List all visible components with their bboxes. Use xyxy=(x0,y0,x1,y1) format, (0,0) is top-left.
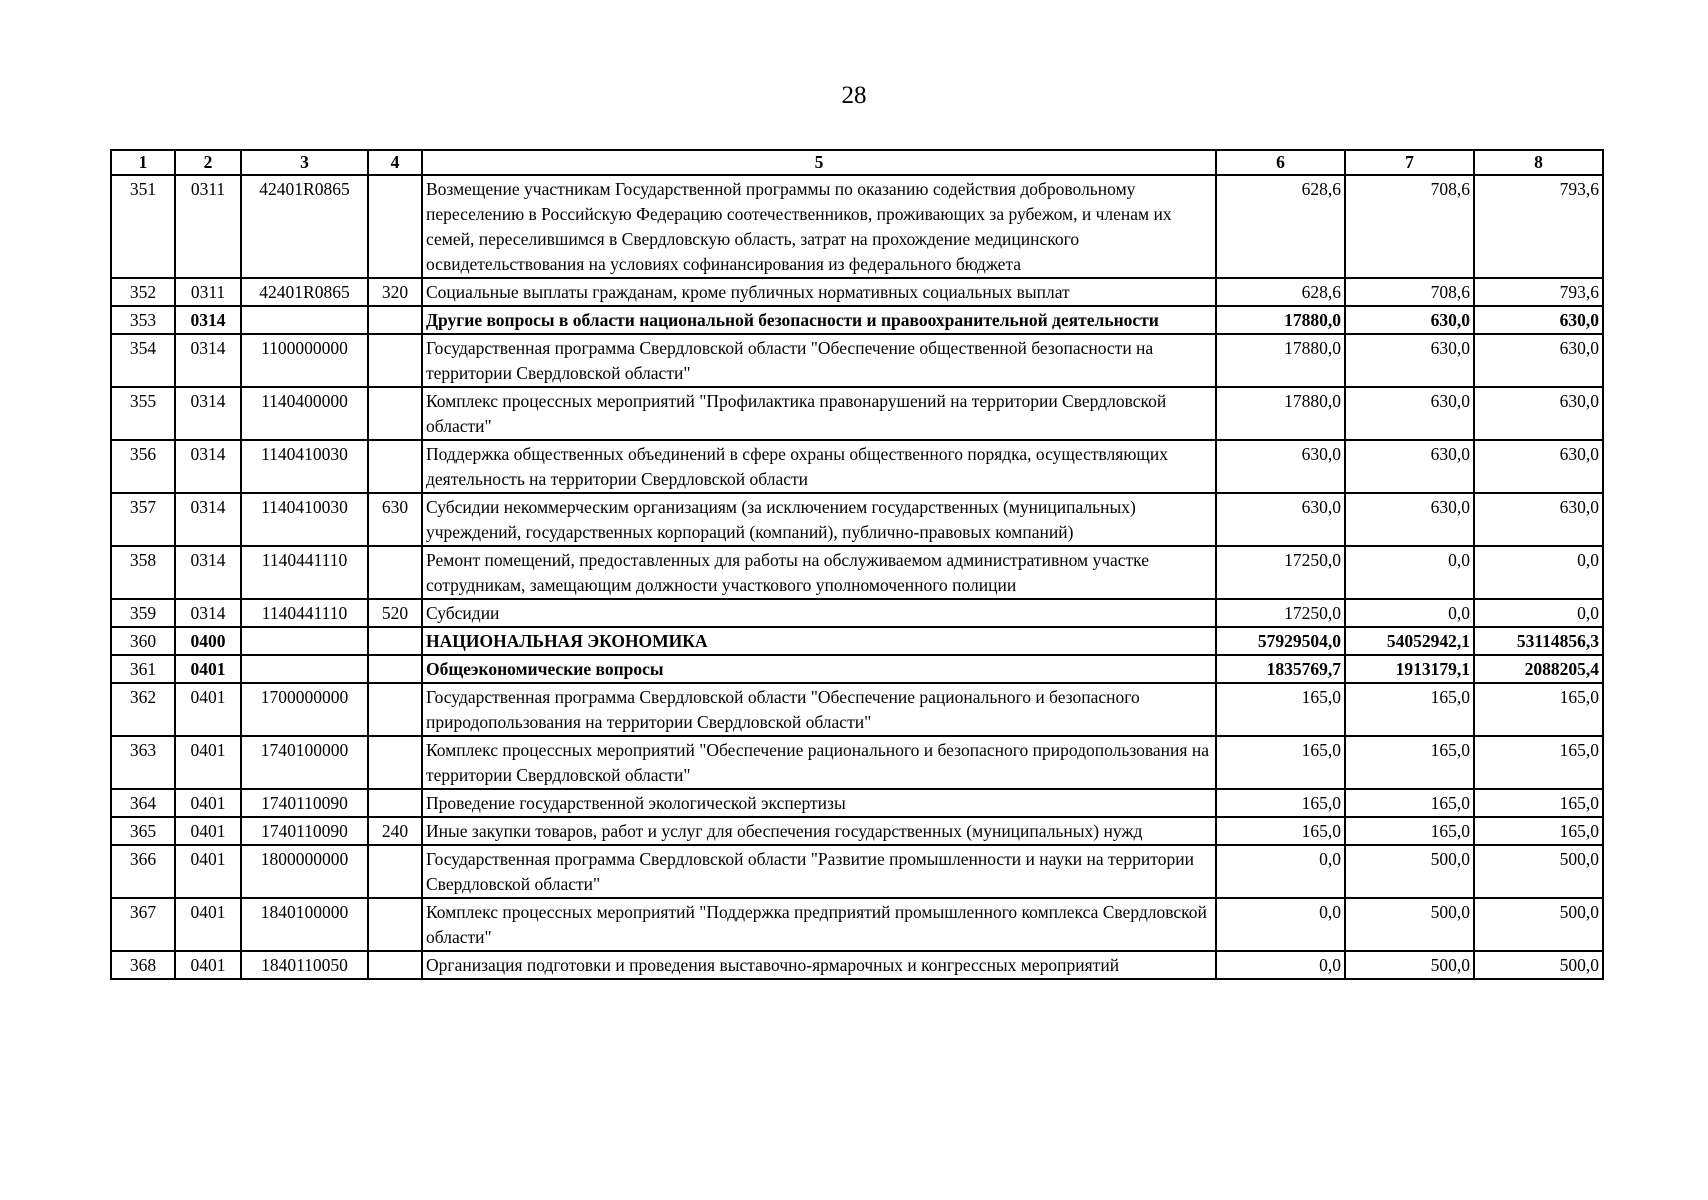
amount-year2-cell: 630,0 xyxy=(1345,334,1474,387)
expense-type-cell xyxy=(368,655,422,683)
section-code-cell: 0401 xyxy=(175,683,241,736)
amount-year3-cell: 0,0 xyxy=(1474,599,1603,627)
table-row xyxy=(111,951,1603,979)
article-code-cell: 1140441110 xyxy=(241,546,368,599)
article-code-cell: 42401R0865 xyxy=(241,278,368,306)
amount-year1-cell: 165,0 xyxy=(1216,789,1345,817)
article-code-cell xyxy=(241,627,368,655)
item-name-cell: Организация подготовки и проведения выставочно-ярмарочных и конгрессных мероприятий xyxy=(422,951,1216,979)
article-code-cell: 1140410030 xyxy=(241,440,368,493)
amount-year3-cell: 793,6 xyxy=(1474,175,1603,278)
item-name-cell: Поддержка общественных объединений в сфере охраны общественного порядка, осуществляющих деятельность на территории Свердловской области xyxy=(422,440,1216,493)
table-row xyxy=(111,898,1603,951)
section-code-cell: 0401 xyxy=(175,817,241,845)
amount-year3-cell: 630,0 xyxy=(1474,493,1603,546)
row-number-cell: 364 xyxy=(111,789,175,817)
amount-year1-cell: 17250,0 xyxy=(1216,599,1345,627)
amount-year3-cell: 500,0 xyxy=(1474,898,1603,951)
article-code-cell: 1840110050 xyxy=(241,951,368,979)
amount-year2-cell: 165,0 xyxy=(1345,736,1474,789)
amount-year3-cell: 500,0 xyxy=(1474,951,1603,979)
section-code-cell: 0311 xyxy=(175,175,241,278)
amount-year3-cell: 165,0 xyxy=(1474,789,1603,817)
section-code-cell: 0314 xyxy=(175,440,241,493)
section-code-cell: 0401 xyxy=(175,789,241,817)
amount-year1-cell: 630,0 xyxy=(1216,440,1345,493)
expense-type-cell: 320 xyxy=(368,278,422,306)
section-code-cell: 0314 xyxy=(175,387,241,440)
table-row xyxy=(111,683,1603,736)
amount-year2-cell: 165,0 xyxy=(1345,683,1474,736)
expense-type-cell xyxy=(368,683,422,736)
amount-year3-cell: 0,0 xyxy=(1474,546,1603,599)
item-name-cell: Комплекс процессных мероприятий "Обеспечение рационального и безопасного природопользования на территории Свердловской области" xyxy=(422,736,1216,789)
article-code-cell xyxy=(241,655,368,683)
table-row xyxy=(111,493,1603,546)
article-code-cell xyxy=(241,306,368,334)
table-row xyxy=(111,387,1603,440)
section-code-cell: 0401 xyxy=(175,951,241,979)
row-number-cell: 356 xyxy=(111,440,175,493)
amount-year1-cell: 628,6 xyxy=(1216,175,1345,278)
amount-year2-cell: 500,0 xyxy=(1345,845,1474,898)
amount-year1-cell: 57929504,0 xyxy=(1216,627,1345,655)
table-row xyxy=(111,627,1603,655)
item-name-cell: Проведение государственной экологической экспертизы xyxy=(422,789,1216,817)
amount-year3-cell: 2088205,4 xyxy=(1474,655,1603,683)
amount-year1-cell: 17250,0 xyxy=(1216,546,1345,599)
amount-year1-cell: 0,0 xyxy=(1216,898,1345,951)
amount-year1-cell: 17880,0 xyxy=(1216,306,1345,334)
expense-type-cell: 630 xyxy=(368,493,422,546)
section-code-cell: 0314 xyxy=(175,493,241,546)
item-name-cell: Комплекс процессных мероприятий "Поддержка предприятий промышленного комплекса Свердловской области" xyxy=(422,898,1216,951)
amount-year3-cell: 165,0 xyxy=(1474,683,1603,736)
expense-type-cell xyxy=(368,440,422,493)
item-name-cell: Другие вопросы в области национальной безопасности и правоохранительной деятельности xyxy=(422,306,1216,334)
amount-year2-cell: 708,6 xyxy=(1345,278,1474,306)
item-name-cell: Социальные выплаты гражданам, кроме публичных нормативных социальных выплат xyxy=(422,278,1216,306)
table-row xyxy=(111,175,1603,278)
amount-year1-cell: 0,0 xyxy=(1216,845,1345,898)
amount-year2-cell: 708,6 xyxy=(1345,175,1474,278)
amount-year1-cell: 17880,0 xyxy=(1216,334,1345,387)
item-name-cell: Государственная программа Свердловской области "Обеспечение рационального и безопасного природопользования на территории Свердловской области" xyxy=(422,683,1216,736)
column-header: 5 xyxy=(422,150,1216,175)
expense-type-cell xyxy=(368,627,422,655)
amount-year2-cell: 165,0 xyxy=(1345,817,1474,845)
section-code-cell: 0314 xyxy=(175,306,241,334)
page-number: 28 xyxy=(841,82,867,109)
item-name-cell: Комплекс процессных мероприятий "Профилактика правонарушений на территории Свердловской области" xyxy=(422,387,1216,440)
expense-type-cell xyxy=(368,789,422,817)
amount-year2-cell: 630,0 xyxy=(1345,306,1474,334)
row-number-cell: 354 xyxy=(111,334,175,387)
column-header: 4 xyxy=(368,150,422,175)
amount-year1-cell: 165,0 xyxy=(1216,683,1345,736)
item-name-cell: Возмещение участникам Государственной программы по оказанию содействия добровольному переселению в Российскую Федерацию соотечественников, проживающих за рубежом, и членам их семей, переселившимся в Свердловскую область, затрат на прохождение медицинского освидетельствования на условиях софинансирования из федерального бюджета xyxy=(422,175,1216,278)
section-code-cell: 0400 xyxy=(175,627,241,655)
section-code-cell: 0314 xyxy=(175,546,241,599)
row-number-cell: 362 xyxy=(111,683,175,736)
table-row xyxy=(111,440,1603,493)
amount-year2-cell: 500,0 xyxy=(1345,898,1474,951)
table-row xyxy=(111,736,1603,789)
header-row xyxy=(111,150,1603,175)
section-code-cell: 0401 xyxy=(175,898,241,951)
row-number-cell: 367 xyxy=(111,898,175,951)
amount-year1-cell: 17880,0 xyxy=(1216,387,1345,440)
row-number-cell: 361 xyxy=(111,655,175,683)
row-number-cell: 366 xyxy=(111,845,175,898)
amount-year1-cell: 1835769,7 xyxy=(1216,655,1345,683)
section-code-cell: 0314 xyxy=(175,599,241,627)
row-number-cell: 355 xyxy=(111,387,175,440)
expense-type-cell xyxy=(368,546,422,599)
budget-table xyxy=(110,149,1604,980)
row-number-cell: 363 xyxy=(111,736,175,789)
item-name-cell: Государственная программа Свердловской области "Развитие промышленности и науки на территории Свердловской области" xyxy=(422,845,1216,898)
expense-type-cell xyxy=(368,175,422,278)
expense-type-cell xyxy=(368,736,422,789)
row-number-cell: 360 xyxy=(111,627,175,655)
amount-year3-cell: 500,0 xyxy=(1474,845,1603,898)
amount-year2-cell: 0,0 xyxy=(1345,546,1474,599)
table-row xyxy=(111,306,1603,334)
article-code-cell: 42401R0865 xyxy=(241,175,368,278)
section-code-cell: 0401 xyxy=(175,655,241,683)
article-code-cell: 1740110090 xyxy=(241,789,368,817)
expense-type-cell xyxy=(368,334,422,387)
expense-type-cell xyxy=(368,951,422,979)
row-number-cell: 357 xyxy=(111,493,175,546)
table-row xyxy=(111,278,1603,306)
item-name-cell: Иные закупки товаров, работ и услуг для обеспечения государственных (муниципальных) нужд xyxy=(422,817,1216,845)
column-header: 3 xyxy=(241,150,368,175)
table-row xyxy=(111,546,1603,599)
item-name-cell: Государственная программа Свердловской области "Обеспечение общественной безопасности на территории Свердловской области" xyxy=(422,334,1216,387)
item-name-cell: Субсидии некоммерческим организациям (за исключением государственных (муниципальных) учреждений, государственных корпораций (компаний), публично-правовых компаний) xyxy=(422,493,1216,546)
amount-year1-cell: 165,0 xyxy=(1216,817,1345,845)
amount-year2-cell: 0,0 xyxy=(1345,599,1474,627)
row-number-cell: 353 xyxy=(111,306,175,334)
amount-year3-cell: 793,6 xyxy=(1474,278,1603,306)
row-number-cell: 351 xyxy=(111,175,175,278)
section-code-cell: 0401 xyxy=(175,736,241,789)
amount-year1-cell: 0,0 xyxy=(1216,951,1345,979)
article-code-cell: 1100000000 xyxy=(241,334,368,387)
expense-type-cell: 240 xyxy=(368,817,422,845)
amount-year3-cell: 630,0 xyxy=(1474,334,1603,387)
table-row xyxy=(111,845,1603,898)
amount-year2-cell: 630,0 xyxy=(1345,493,1474,546)
expense-type-cell xyxy=(368,387,422,440)
amount-year3-cell: 165,0 xyxy=(1474,736,1603,789)
article-code-cell: 1140441110 xyxy=(241,599,368,627)
article-code-cell: 1740100000 xyxy=(241,736,368,789)
article-code-cell: 1740110090 xyxy=(241,817,368,845)
table-row xyxy=(111,334,1603,387)
amount-year3-cell: 630,0 xyxy=(1474,306,1603,334)
amount-year1-cell: 165,0 xyxy=(1216,736,1345,789)
amount-year3-cell: 630,0 xyxy=(1474,440,1603,493)
row-number-cell: 359 xyxy=(111,599,175,627)
article-code-cell: 1840100000 xyxy=(241,898,368,951)
amount-year1-cell: 628,6 xyxy=(1216,278,1345,306)
expense-type-cell: 520 xyxy=(368,599,422,627)
article-code-cell: 1700000000 xyxy=(241,683,368,736)
amount-year3-cell: 165,0 xyxy=(1474,817,1603,845)
column-header: 7 xyxy=(1345,150,1474,175)
section-code-cell: 0311 xyxy=(175,278,241,306)
expense-type-cell xyxy=(368,898,422,951)
amount-year2-cell: 630,0 xyxy=(1345,440,1474,493)
amount-year3-cell: 630,0 xyxy=(1474,387,1603,440)
row-number-cell: 358 xyxy=(111,546,175,599)
amount-year2-cell: 630,0 xyxy=(1345,387,1474,440)
section-code-cell: 0314 xyxy=(175,334,241,387)
row-number-cell: 365 xyxy=(111,817,175,845)
table-row xyxy=(111,599,1603,627)
column-header: 1 xyxy=(111,150,175,175)
item-name-cell: Ремонт помещений, предоставленных для работы на обслуживаемом административном участке сотрудникам, замещающим должности участкового уполномоченного полиции xyxy=(422,546,1216,599)
article-code-cell: 1140410030 xyxy=(241,493,368,546)
table-row xyxy=(111,789,1603,817)
section-code-cell: 0401 xyxy=(175,845,241,898)
row-number-cell: 352 xyxy=(111,278,175,306)
table-row xyxy=(111,817,1603,845)
amount-year2-cell: 500,0 xyxy=(1345,951,1474,979)
amount-year2-cell: 1913179,1 xyxy=(1345,655,1474,683)
amount-year1-cell: 630,0 xyxy=(1216,493,1345,546)
column-header: 6 xyxy=(1216,150,1345,175)
amount-year2-cell: 165,0 xyxy=(1345,789,1474,817)
column-header: 2 xyxy=(175,150,241,175)
expense-type-cell xyxy=(368,306,422,334)
item-name-cell: НАЦИОНАЛЬНАЯ ЭКОНОМИКА xyxy=(422,627,1216,655)
item-name-cell: Субсидии xyxy=(422,599,1216,627)
article-code-cell: 1800000000 xyxy=(241,845,368,898)
column-header: 8 xyxy=(1474,150,1603,175)
article-code-cell: 1140400000 xyxy=(241,387,368,440)
row-number-cell: 368 xyxy=(111,951,175,979)
amount-year2-cell: 54052942,1 xyxy=(1345,627,1474,655)
amount-year3-cell: 53114856,3 xyxy=(1474,627,1603,655)
expense-type-cell xyxy=(368,845,422,898)
table-row xyxy=(111,655,1603,683)
item-name-cell: Общеэкономические вопросы xyxy=(422,655,1216,683)
